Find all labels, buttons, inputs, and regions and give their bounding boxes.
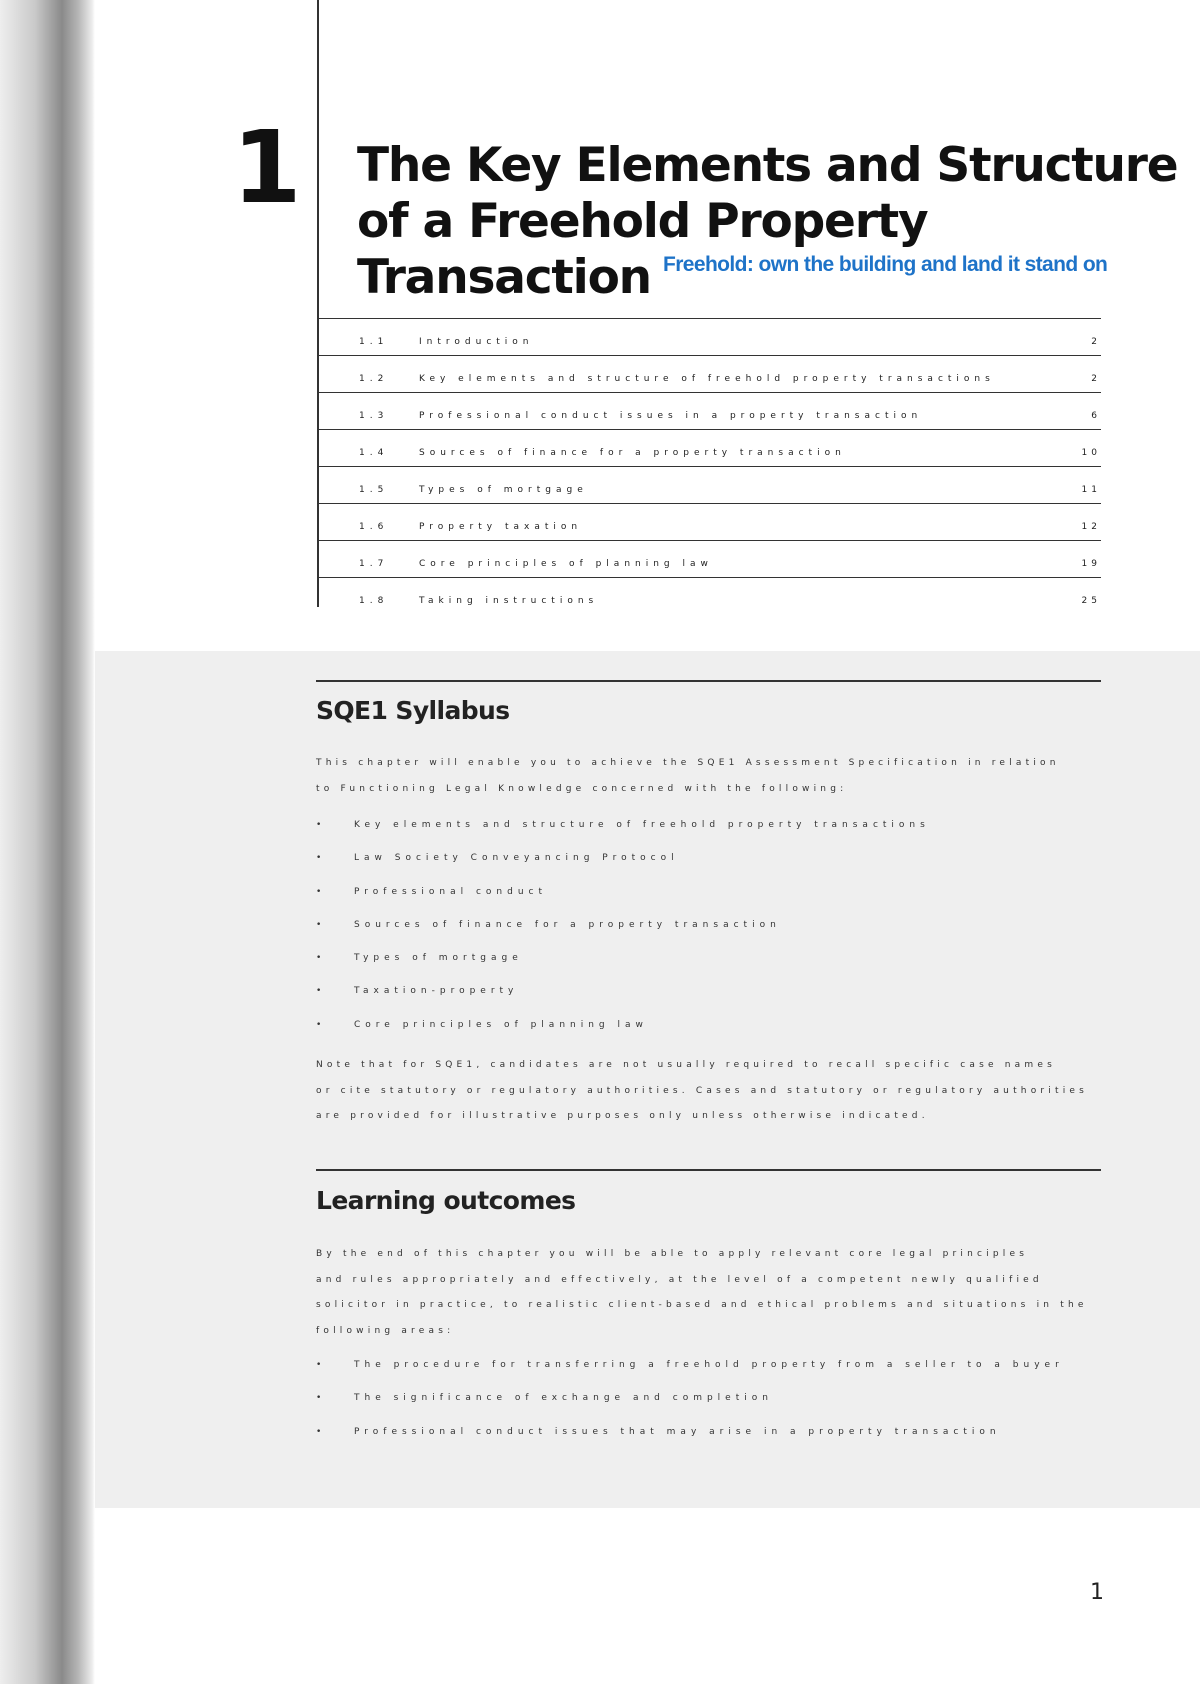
toc-title: Sources of finance for a property transaction: [419, 448, 846, 458]
section-rule: [316, 1169, 1101, 1171]
book-spine-shadow: [0, 0, 95, 1684]
chapter-title: [357, 138, 1178, 306]
bullet-icon: •: [316, 1393, 322, 1404]
syllabus-note-line: are provided for illustrative purposes only unless otherwise indicated.: [316, 1111, 929, 1121]
learning-outcomes-intro-line: following areas:: [316, 1325, 455, 1336]
list-item-text: Sources of finance for a property transaction: [354, 919, 781, 930]
syllabus-intro-line: to Functioning Legal Knowledge concerned with the following:: [316, 783, 848, 794]
toc-title: Property taxation: [419, 522, 583, 532]
toc-title: Taking instructions: [419, 596, 599, 606]
toc-number: 1.1: [359, 337, 389, 347]
learning-outcomes-intro: [316, 1242, 1106, 1344]
chapter-title-line: Transaction: [357, 250, 651, 305]
list-item-text: Core principles of planning law: [354, 1019, 648, 1030]
handwritten-annotation: Freehold: own the building and land it stand on: [663, 253, 1108, 276]
toc-number: 1.5: [359, 485, 389, 495]
chapter-number: 1: [232, 109, 298, 226]
section-rule: [316, 680, 1101, 682]
learning-outcomes-heading: Learning outcomes: [316, 1186, 576, 1215]
toc-title: Types of mortgage: [419, 485, 588, 495]
table-of-contents: [317, 318, 1101, 607]
toc-row[interactable]: [317, 540, 1101, 577]
toc-number: 1.6: [359, 522, 389, 532]
learning-outcomes-intro-line: and rules appropriately and effectively, at the level of a competent newly qualified: [316, 1274, 1043, 1285]
toc-page: 10: [1081, 448, 1101, 458]
bullet-icon: •: [316, 986, 322, 997]
toc-row[interactable]: [317, 466, 1101, 503]
learning-outcomes-intro-line: By the end of this chapter you will be able to apply relevant core legal principles: [316, 1249, 1029, 1259]
toc-page: 12: [1081, 522, 1101, 532]
list-item-text: The procedure for transferring a freehold property from a seller to a buyer: [354, 1360, 1064, 1370]
toc-page: 2: [1091, 374, 1101, 384]
chapter-title-line: The Key Elements and Structure: [357, 138, 1178, 193]
toc-row[interactable]: [317, 577, 1101, 607]
toc-number: 1.7: [359, 559, 389, 569]
page-number: 1: [1090, 1580, 1104, 1605]
bullet-icon: •: [316, 1019, 322, 1030]
toc-number: 1.4: [359, 448, 389, 458]
toc-page: 2: [1091, 337, 1101, 347]
bullet-icon: •: [316, 853, 322, 864]
toc-title: Key elements and structure of freehold property transactions: [419, 374, 995, 384]
list-item-text: Key elements and structure of freehold property transactions: [354, 820, 930, 830]
toc-title: Professional conduct issues in a property transaction: [419, 411, 923, 421]
list-item-text: Professional conduct: [354, 886, 548, 897]
toc-page: 25: [1081, 596, 1101, 606]
bullet-icon: •: [316, 820, 322, 830]
toc-row[interactable]: [317, 355, 1101, 392]
toc-number: 1.2: [359, 374, 389, 384]
bullet-icon: •: [316, 919, 322, 930]
toc-row[interactable]: [317, 318, 1101, 355]
syllabus-intro: [316, 751, 1106, 802]
syllabus-intro-line: This chapter will enable you to achieve the SQE1 Assessment Specification in relation: [316, 758, 1060, 768]
list-item-text: Types of mortgage: [354, 953, 523, 964]
bullet-icon: •: [316, 953, 322, 964]
list-item-text: Professional conduct issues that may arise in a property transaction: [354, 1426, 1001, 1437]
syllabus-note-line: Note that for SQE1, candidates are not usually required to recall specific case names: [316, 1060, 1056, 1070]
list-item-text: Taxation-property: [354, 986, 519, 997]
toc-page: 11: [1081, 485, 1101, 495]
syllabus-note: [316, 1053, 1106, 1130]
list-item-text: Law Society Conveyancing Protocol: [354, 853, 679, 864]
toc-title: Introduction: [419, 337, 534, 347]
list-item-text: The significance of exchange and completion: [354, 1393, 773, 1404]
toc-row[interactable]: [317, 503, 1101, 540]
toc-page: 6: [1091, 411, 1101, 421]
toc-number: 1.3: [359, 411, 389, 421]
bullet-icon: •: [316, 1426, 322, 1437]
bullet-icon: •: [316, 886, 322, 897]
chapter-title-line: of a Freehold Property: [357, 194, 928, 249]
toc-number: 1.8: [359, 596, 389, 606]
syllabus-note-line: or cite statutory or regulatory authorities. Cases and statutory or regulatory authorities: [316, 1085, 1089, 1096]
toc-page: 19: [1081, 559, 1101, 569]
toc-row[interactable]: [317, 392, 1101, 429]
syllabus-heading: SQE1 Syllabus: [316, 696, 510, 725]
toc-row[interactable]: [317, 429, 1101, 466]
learning-outcomes-intro-line: solicitor in practice, to realistic client-based and ethical problems and situations in the: [316, 1300, 1088, 1310]
toc-title: Core principles of planning law: [419, 559, 713, 569]
bullet-icon: •: [316, 1360, 322, 1370]
